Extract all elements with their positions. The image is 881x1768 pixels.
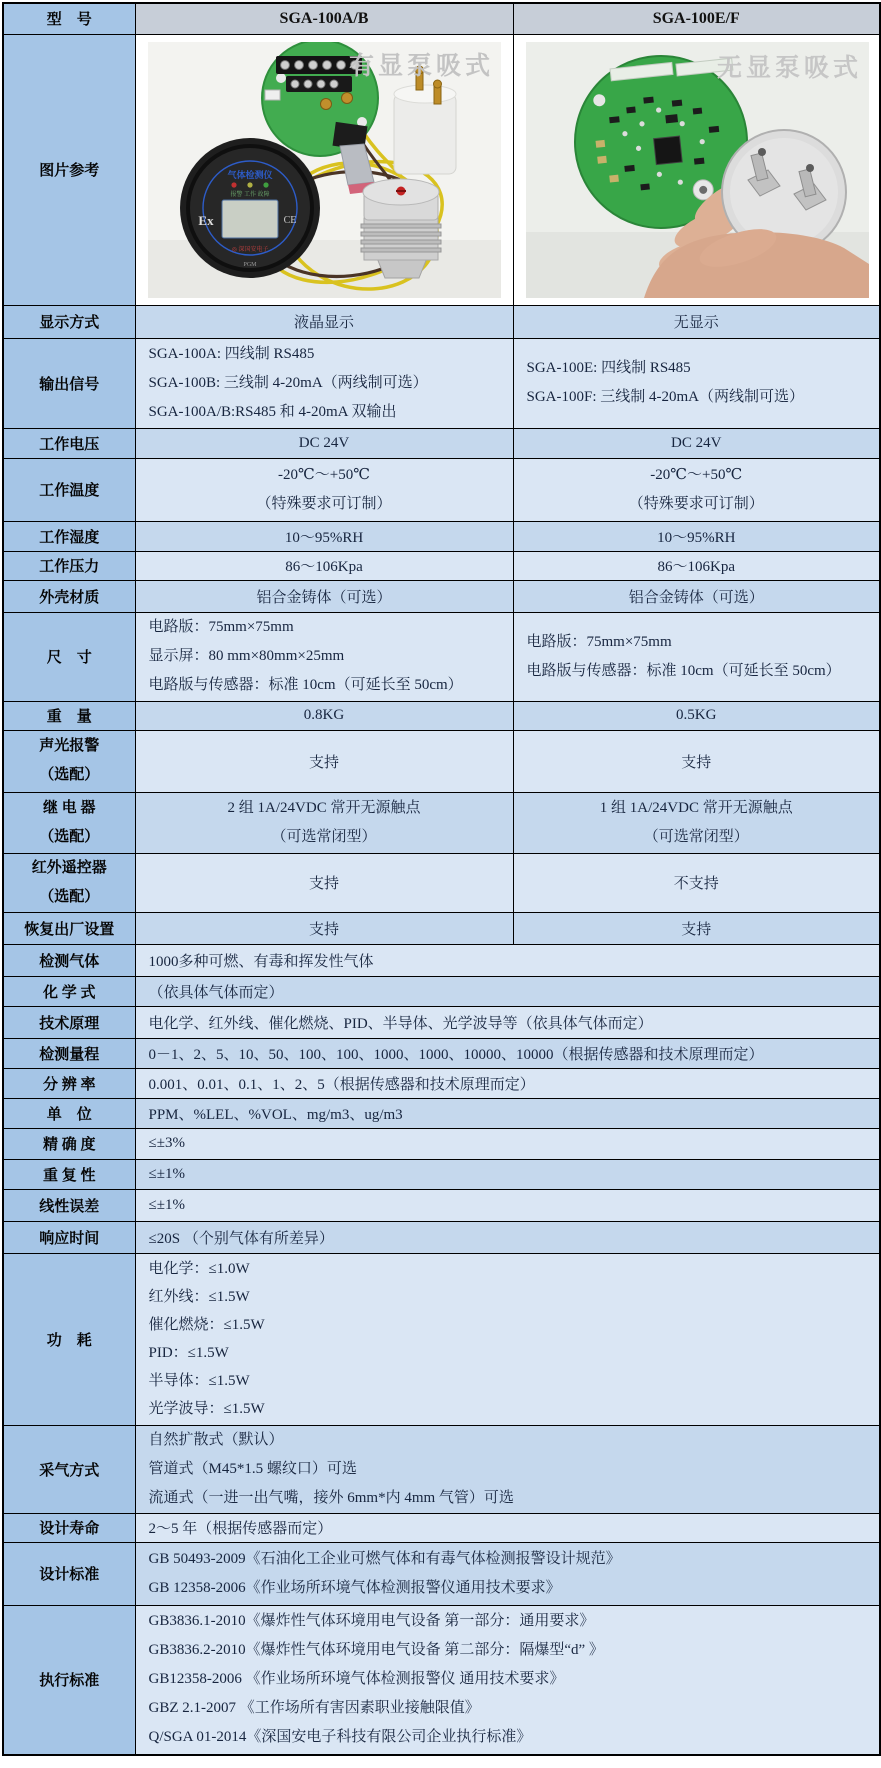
value-span: GB 50493-2009《石油化工企业可燃气体和有毒气体检测报警设计规范》 GB 12358-2006《作业场所环境气体检测报警仪通用技术要求》 [135, 1542, 880, 1605]
row-label: 设计标准 [3, 1542, 135, 1605]
row-weight [3, 701, 880, 730]
value-left: 支持 [135, 912, 513, 944]
row-working-pressure [3, 551, 880, 580]
value-left: 支持 [135, 730, 513, 792]
row-chemical-formula [3, 976, 880, 1006]
row-resolution [3, 1068, 880, 1098]
row-design-standards [3, 1542, 880, 1605]
device-ex-mark: Ex [197, 212, 214, 228]
value-span: GB3836.1-2010《爆炸性气体环境用电气设备 第一部分：通用要求》 GB3836.2-2010《爆炸性气体环境用电气设备 第二部分：隔爆型“d” 》 GB12358-2006 《作业场所环境气体检测报警仪 通用技术要求》 GBZ 2.1-2007 《工作场所有害因素职业接触限值》 Q/SGA 01-2014《深国安电子科技有限公司企业执行标准》 [135, 1605, 880, 1755]
value-span: 自然扩散式（默认） 管道式（M45*1.5 螺纹口）可选 流通式（一进一出气嘴，接外 6mm*内 4mm 气管）可选 [135, 1425, 880, 1513]
model-name-left: SGA-100A/B [135, 3, 513, 34]
value-left: 铝合金铸体（可选） [135, 580, 513, 612]
value-span: 1000多种可燃、有毒和挥发性气体 [135, 944, 880, 976]
header-row [3, 3, 880, 34]
value-left: -20℃～+50℃ （特殊要求可订制） [135, 458, 513, 521]
row-label: 响应时间 [3, 1221, 135, 1253]
value-span: 0－1、2、5、10、50、100、100、1000、1000、10000、10000（根据传感器和技术原理而定） [135, 1038, 880, 1068]
value-left: DC 24V [135, 428, 513, 458]
device-ce-mark: CE [283, 214, 296, 226]
row-working-voltage [3, 428, 880, 458]
device-brand: ◎ 深国安电子 [231, 246, 268, 253]
row-response-time [3, 1221, 880, 1253]
value-right: DC 24V [513, 428, 880, 458]
row-label: 继 电 器 （选配） [3, 792, 135, 853]
row-label: 线性误差 [3, 1189, 135, 1221]
photo-row [3, 34, 880, 305]
row-label: 执行标准 [3, 1605, 135, 1755]
row-linearity-error [3, 1189, 880, 1221]
value-left: 86～106Kpa [135, 551, 513, 580]
value-right: -20℃～+50℃ （特殊要求可订制） [513, 458, 880, 521]
value-span: 0.001、0.01、0.1、1、2、5（根据传感器和技术原理而定） [135, 1068, 880, 1098]
row-label: 输出信号 [3, 338, 135, 428]
row-label: 红外遥控器 （选配） [3, 853, 135, 912]
row-label: 单 位 [3, 1098, 135, 1128]
value-right: 无显示 [513, 305, 880, 338]
row-label: 化 学 式 [3, 976, 135, 1006]
row-repeatability [3, 1159, 880, 1189]
row-relay [3, 792, 880, 853]
row-technical-principle [3, 1006, 880, 1038]
value-span: ≤20S （个别气体有所差异） [135, 1221, 880, 1253]
value-right: 电路版：75mm×75mm 电路版与传感器：标准 10cm（可延长至 50cm） [513, 612, 880, 701]
row-label: 设计寿命 [3, 1513, 135, 1542]
row-label: 检测量程 [3, 1038, 135, 1068]
value-right: 10～95%RH [513, 521, 880, 551]
value-span: ≤±1% [135, 1189, 880, 1221]
row-power-consumption [3, 1253, 880, 1425]
gas-detector-device [180, 138, 320, 278]
product-photo-left-cell [135, 34, 513, 305]
value-span: ≤±1% [135, 1159, 880, 1189]
value-right: 铝合金铸体（可选） [513, 580, 880, 612]
value-span: ≤±3% [135, 1128, 880, 1159]
row-label: 采气方式 [3, 1425, 135, 1513]
value-left: 液晶显示 [135, 305, 513, 338]
row-label: 工作电压 [3, 428, 135, 458]
value-left: 10～95%RH [135, 521, 513, 551]
row-dimensions [3, 612, 880, 701]
value-span: 电化学：≤1.0W 红外线：≤1.5W 催化燃烧：≤1.5W PID：≤1.5W 半导体：≤1.5W 光学波导：≤1.5W [135, 1253, 880, 1425]
row-infrared-remote [3, 853, 880, 912]
device-led-labels: 报警 工作 故障 [229, 191, 270, 198]
row-label: 工作压力 [3, 551, 135, 580]
model-name-right: SGA-100E/F [513, 3, 880, 34]
value-right: 0.5KG [513, 701, 880, 730]
row-label: 尺 寸 [3, 612, 135, 701]
row-detected-gases [3, 944, 880, 976]
row-label: 功 耗 [3, 1253, 135, 1425]
value-left: 2 组 1A/24VDC 常开无源触点 （可选常闭型） [135, 792, 513, 853]
row-label: 重 量 [3, 701, 135, 730]
row-design-life [3, 1513, 880, 1542]
row-output-signal [3, 338, 880, 428]
device-lcd [222, 200, 278, 238]
value-right: 1 组 1A/24VDC 常开无源触点 （可选常闭型） [513, 792, 880, 853]
row-label: 工作温度 [3, 458, 135, 521]
device-pgm-label: PGM [242, 261, 257, 268]
row-label: 技术原理 [3, 1006, 135, 1038]
row-accuracy [3, 1128, 880, 1159]
row-execution-standards [3, 1605, 880, 1755]
row-shell-material [3, 580, 880, 612]
row-audible-visual-alarm [3, 730, 880, 792]
value-right: 支持 [513, 912, 880, 944]
value-span: （依具体气体而定） [135, 976, 880, 1006]
row-factory-reset [3, 912, 880, 944]
watermark-left: 有显泵吸式 [348, 52, 494, 80]
device-title: 气体检测仪 [226, 169, 273, 180]
watermark-right: 无显泵吸式 [716, 54, 862, 82]
product-photo-pumped-with-display [148, 42, 501, 298]
row-label: 分 辨 率 [3, 1068, 135, 1098]
value-right: 支持 [513, 730, 880, 792]
value-left: 电路版：75mm×75mm 显示屏：80 mm×80mm×25mm 电路版与传感器：标准 10cm（可延长至 50cm） [135, 612, 513, 701]
row-working-temperature [3, 458, 880, 521]
spec-table [2, 2, 881, 1756]
value-left: 0.8KG [135, 701, 513, 730]
value-span: 2～5 年（根据传感器而定） [135, 1513, 880, 1542]
row-label: 外壳材质 [3, 580, 135, 612]
row-sampling-method [3, 1425, 880, 1513]
row-label: 工作湿度 [3, 521, 135, 551]
model-header-label: 型 号 [3, 3, 135, 34]
row-label: 检测气体 [3, 944, 135, 976]
value-right: 86～106Kpa [513, 551, 880, 580]
product-photo-right-cell [513, 34, 880, 305]
row-label: 重 复 性 [3, 1159, 135, 1189]
row-working-humidity [3, 521, 880, 551]
row-label: 声光报警 （选配） [3, 730, 135, 792]
value-right: 不支持 [513, 853, 880, 912]
photo-row-label: 图片参考 [3, 34, 135, 305]
value-left: SGA-100A: 四线制 RS485 SGA-100B: 三线制 4-20mA（两线制可选） SGA-100A/B:RS485 和 4-20mA 双输出 [135, 338, 513, 428]
row-display-mode [3, 305, 880, 338]
value-left: 支持 [135, 853, 513, 912]
value-span: 电化学、红外线、催化燃烧、PID、半导体、光学波导等（依具体气体而定） [135, 1006, 880, 1038]
value-span: PPM、%LEL、%VOL、mg/m3、ug/m3 [135, 1098, 880, 1128]
row-detection-range [3, 1038, 880, 1068]
row-label: 显示方式 [3, 305, 135, 338]
row-units [3, 1098, 880, 1128]
row-label: 精 确 度 [3, 1128, 135, 1159]
value-right: SGA-100E: 四线制 RS485 SGA-100F: 三线制 4-20mA（两线制可选） [513, 338, 880, 428]
row-label: 恢复出厂设置 [3, 912, 135, 944]
product-photo-pumped-no-display [526, 42, 869, 298]
